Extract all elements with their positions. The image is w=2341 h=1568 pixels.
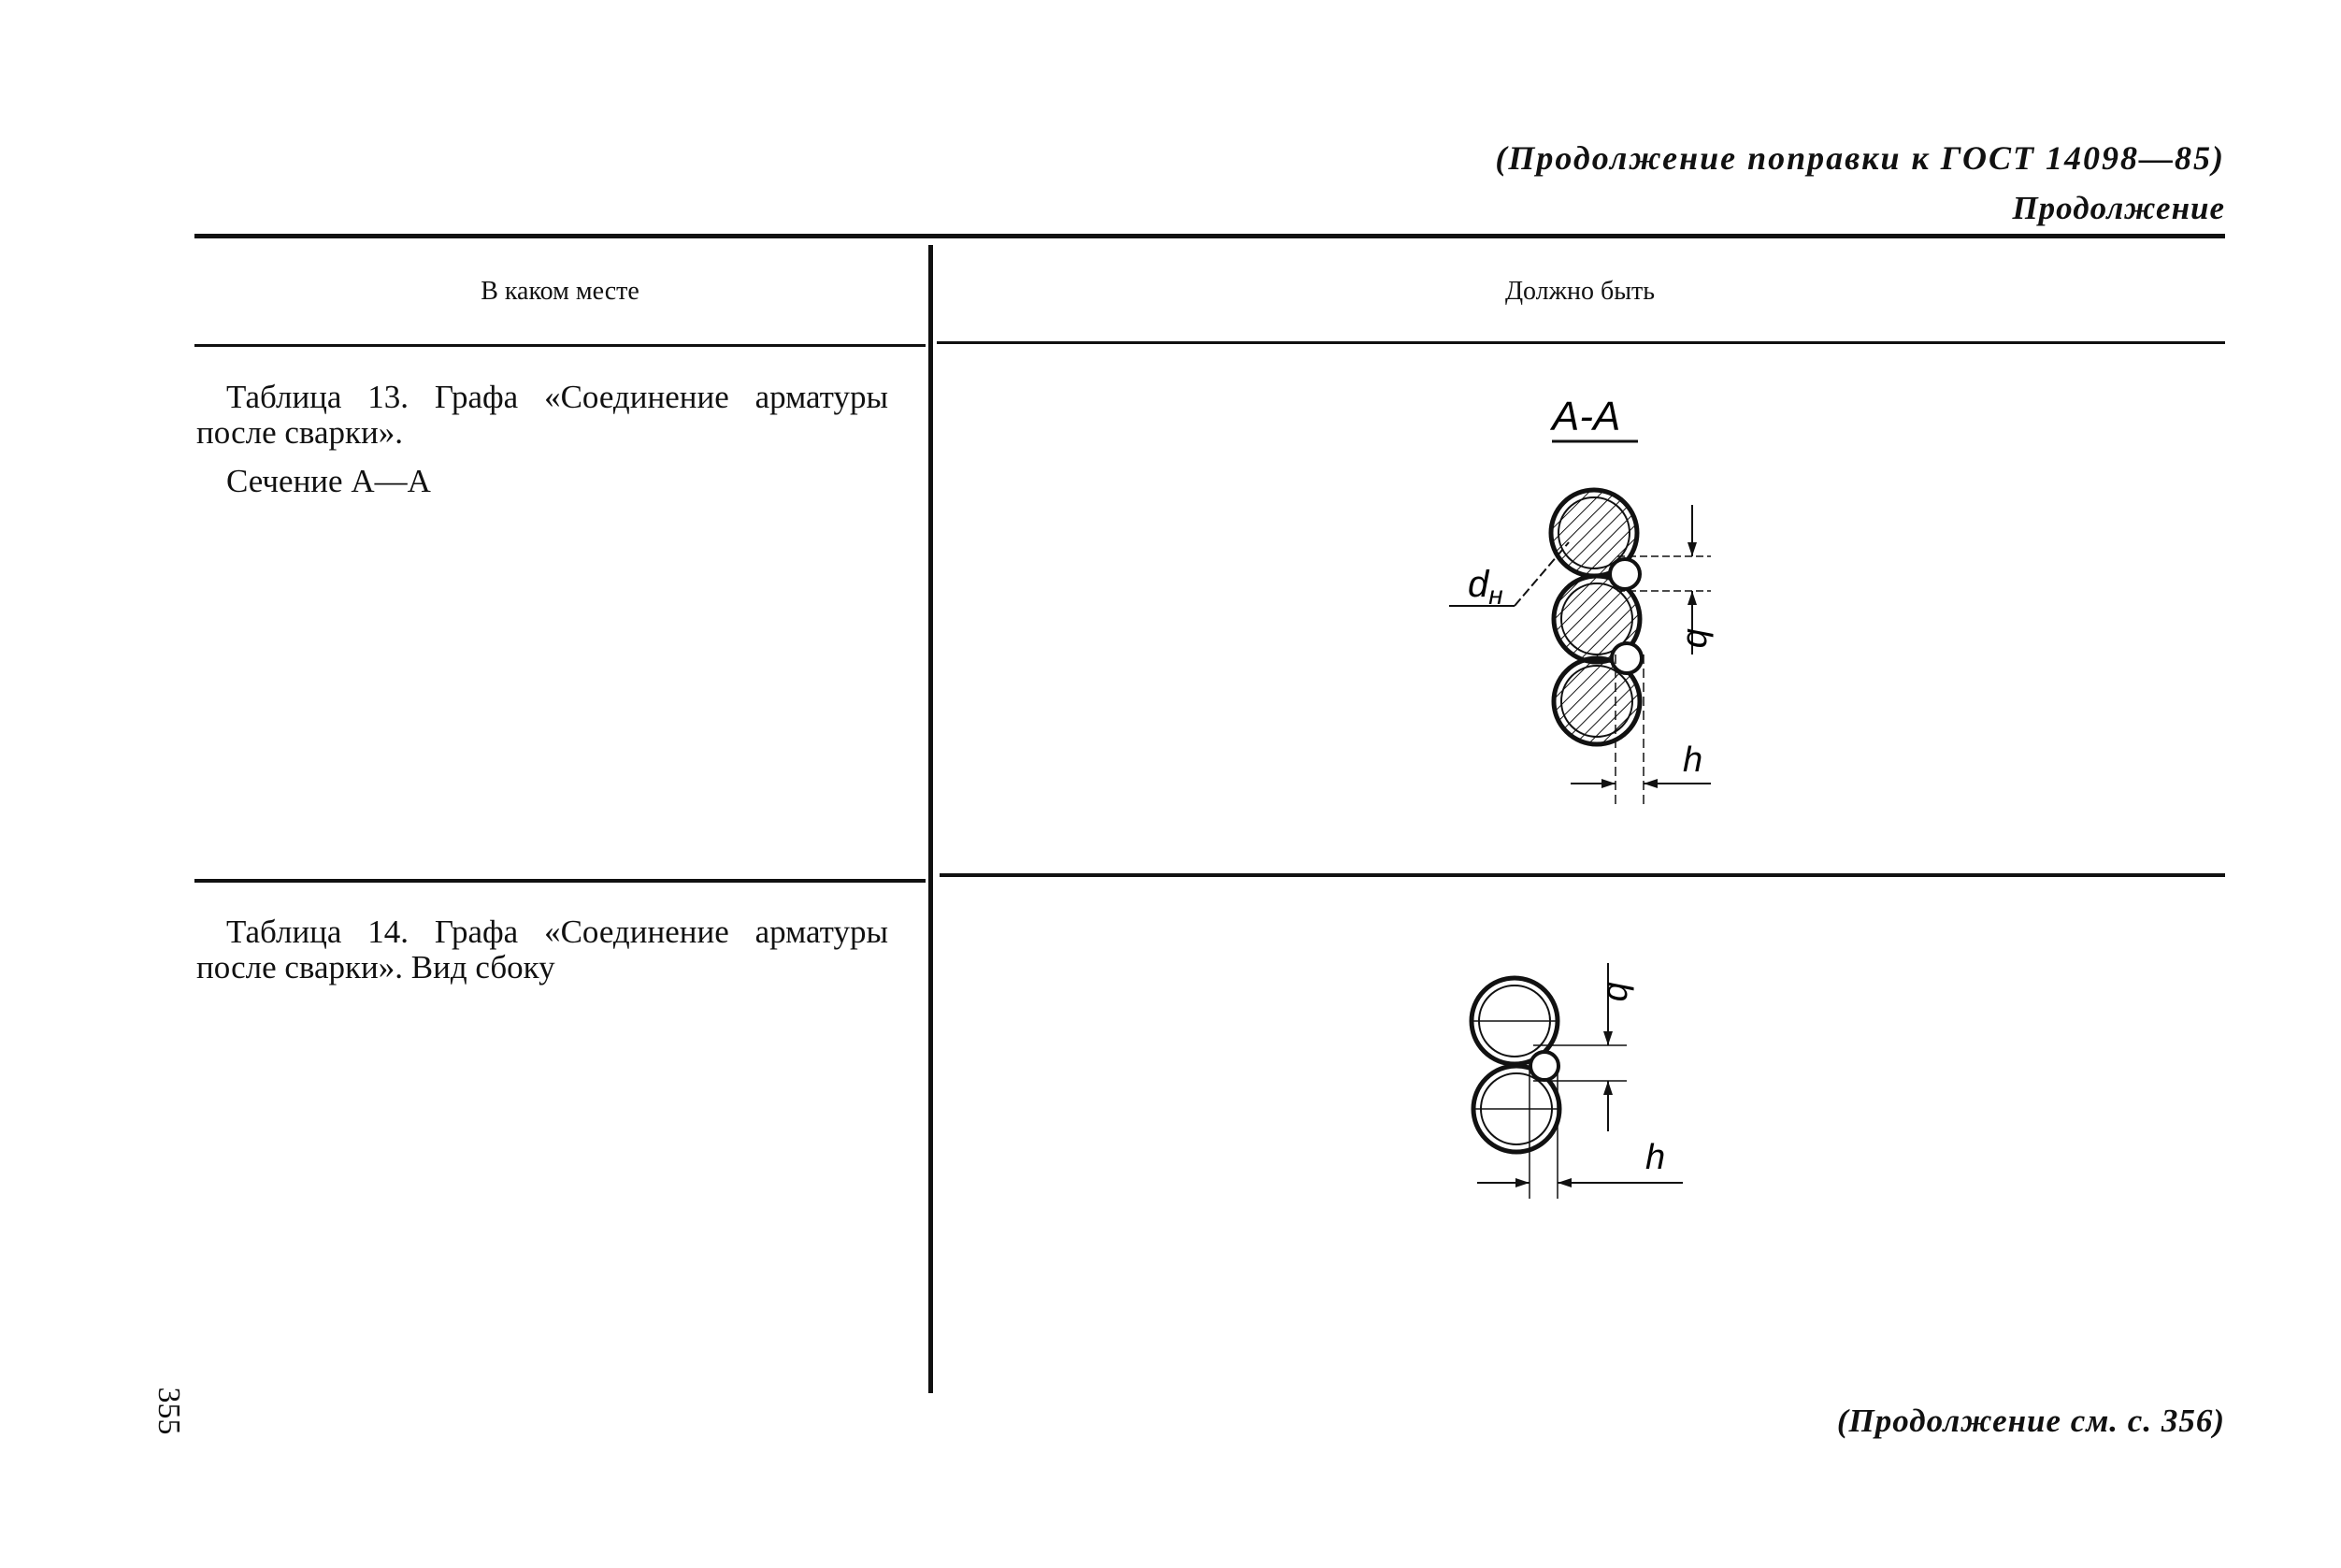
- section-aa-label: A-A: [1552, 394, 1621, 439]
- footer-continuation-note: (Продолжение см. с. 356): [1836, 1403, 2225, 1439]
- row2-description: Таблица 14. Графа «Соединение арматуры после сварки». Вид сбоку: [196, 913, 888, 985]
- section-aa-drawing: [1402, 374, 1776, 823]
- row1-description: Таблица 13. Графа «Соединение арматуры после сварки».: [196, 379, 888, 451]
- table-header-rule-left: [194, 344, 926, 347]
- side-dimension-b-label: b: [1600, 982, 1639, 1002]
- header-continuation-note: (Продолжение поправки к ГОСТ 14098—85): [1495, 139, 2225, 177]
- weld-bead-lower: [1612, 643, 1642, 673]
- side-view-drawing: [1458, 954, 1739, 1234]
- side-dimension-h-label: h: [1645, 1138, 1666, 1177]
- column-header-should-be: Должно быть: [1504, 277, 1656, 306]
- table-header-rule-right: [937, 341, 2225, 344]
- dimension-h-label: h: [1683, 741, 1703, 780]
- page-number: 355: [151, 1387, 186, 1435]
- table-row-rule-right: [940, 873, 2225, 877]
- row1-location-text: [196, 380, 888, 499]
- column-header-location: В каком месте: [481, 277, 639, 306]
- header-continuation-label: Продолжение: [2012, 190, 2225, 226]
- row1-section-label: Сечение А—А: [226, 463, 431, 499]
- dimension-dn-label: $d_н$: [1468, 564, 1503, 610]
- table-top-rule: [194, 234, 2225, 238]
- table-column-divider: [928, 245, 933, 1393]
- weld-bead-side: [1530, 1052, 1558, 1080]
- table-row-rule-left: [194, 879, 926, 883]
- row2-location-text: [196, 914, 888, 985]
- dimension-b-label: b: [1679, 628, 1718, 649]
- weld-bead-upper: [1610, 559, 1640, 589]
